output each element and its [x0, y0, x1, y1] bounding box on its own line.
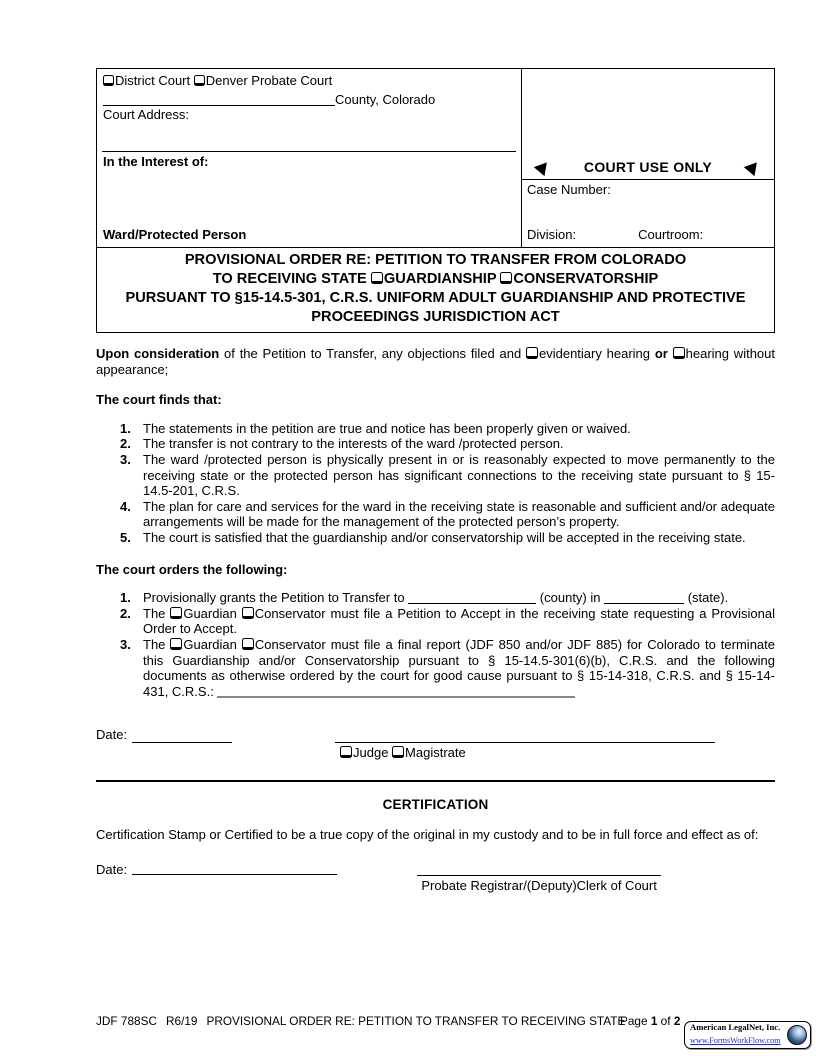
or-label: or — [654, 346, 673, 361]
order2-conservator-label: Conservator — [254, 605, 326, 621]
finding-item — [96, 436, 775, 452]
court-address-label: Court Address: — [103, 107, 189, 123]
denver-probate-court-label: Denver Probate Court — [205, 73, 333, 88]
magistrate-checkbox[interactable] — [392, 746, 404, 758]
court-header-table — [96, 68, 775, 248]
ward-protected-person-label: Ward/Protected Person — [103, 227, 247, 243]
guardianship-label: GUARDIANSHIP — [383, 271, 501, 287]
transfer-state-blank[interactable] — [604, 591, 684, 604]
of-word: of — [657, 1014, 674, 1028]
title-line2-prefix: TO RECEIVING STATE — [212, 271, 371, 287]
finding-text: The transfer is not contrary to the interests of the ward /protected person. — [143, 436, 564, 452]
order-item-3 — [96, 637, 775, 699]
order2-pre-text: The — [143, 605, 171, 621]
order2-guardian-label: Guardian — [183, 605, 242, 621]
denver-probate-court-checkbox[interactable] — [194, 75, 205, 86]
court-finds-heading: The court finds that: — [96, 392, 222, 408]
finding-text: The ward /protected person is physically present in or is reasonably expected to move permanently to the receiving state or the protected person has significant connections to the receiving state pursuant to § 15-14.5-201, C.R.S. — [143, 451, 775, 499]
court-use-arrow-left-icon — [534, 158, 552, 176]
conservatorship-label: CONSERVATORSHIP — [513, 271, 659, 287]
court-use-cell — [522, 69, 774, 247]
order2-post-text: must file a Petition to Accept in the receiving state requesting a Provisional Order to Accept. — [143, 605, 775, 637]
order3-guardian-checkbox[interactable] — [170, 638, 182, 650]
district-court-checkbox[interactable] — [103, 75, 114, 86]
order-item-1 — [96, 590, 775, 606]
order3-conservator-label: Conservator — [254, 636, 326, 652]
judge-checkbox[interactable] — [340, 746, 352, 758]
order-1-text — [143, 590, 775, 606]
page-number — [620, 1014, 680, 1028]
in-the-interest-of-label: In the Interest of: — [103, 154, 209, 169]
finding-item — [96, 499, 775, 530]
judge-label: Judge — [353, 744, 393, 760]
page-word: Page — [620, 1014, 651, 1028]
form-title-line3: PURSUANT TO §15-14.5-301, C.R.S. UNIFORM ADULT GUARDIANSHIP AND PROTECTIVE — [125, 290, 746, 306]
other-documents-blank[interactable] — [217, 685, 575, 698]
cert-date-label: Date: — [96, 862, 128, 878]
order-date-blank[interactable] — [132, 730, 232, 743]
finding-text: The statements in the petition are true and notice has been properly given or waived. — [143, 420, 631, 436]
judge-signature-blank[interactable] — [335, 730, 715, 743]
order-3-text — [143, 637, 775, 699]
certification-paragraph: Certification Stamp or Certified to be a true copy of the original in my custody and to be in full force and effect as of: — [96, 826, 759, 842]
court-use-only-label: COURT USE ONLY — [583, 159, 713, 175]
county-field-blank[interactable] — [103, 93, 335, 106]
order1-post-text: (state). — [684, 590, 729, 606]
clerk-signature-block — [417, 862, 661, 893]
order3-post-text: must file a final report (JDF 850 and/or JDF 885) for Colorado to terminate this Guardianship and/or Conservatorship pursuant to § 15-14.5-301(6)(b), C.R.S. and the following documents as otherwise ordered by the court for good cause pursuant to § 15-14-318, C.R.S. and § 15-14-431, C.R.S.: — [143, 636, 775, 699]
order2-guardian-checkbox[interactable] — [170, 607, 182, 619]
form-title-line2 — [107, 270, 764, 289]
interest-name-area[interactable] — [103, 170, 515, 228]
findings-list — [96, 421, 775, 546]
intro-paragraph — [96, 346, 775, 377]
form-title-box — [96, 248, 775, 333]
conservatorship-checkbox[interactable] — [500, 272, 512, 284]
district-court-label: District Court — [115, 73, 191, 88]
order1-pre-text: Provisionally grants the Petition to Transfer to — [143, 590, 409, 606]
globe-icon — [787, 1025, 807, 1045]
transfer-county-blank[interactable] — [408, 591, 536, 604]
finding-item — [96, 452, 775, 499]
court-orders-heading: The court orders the following: — [96, 561, 288, 577]
form-id-label: JDF 788SC — [96, 1014, 157, 1028]
order-number: 2. — [120, 605, 131, 621]
clerk-of-court-label: Probate Registrar/(Deputy)Clerk of Court — [421, 877, 657, 893]
order2-conservator-checkbox[interactable] — [242, 607, 254, 619]
american-legalnet-badge — [684, 1021, 811, 1049]
evidentiary-hearing-label: evidentiary hearing — [538, 346, 655, 361]
judge-magistrate-row — [340, 745, 775, 761]
order-number: 3. — [120, 636, 131, 652]
finding-item — [96, 421, 775, 437]
intro-mid-text: of the Petition to Transfer, any objections filed and — [219, 346, 526, 361]
form-title-line4: PROCEEDINGS JURISDICTION ACT — [311, 309, 560, 325]
order1-mid-text: (county) in — [536, 590, 605, 606]
courtroom-label: Courtroom: — [638, 227, 704, 243]
order3-pre-text: The — [143, 636, 171, 652]
signature-row — [96, 727, 775, 743]
order-number: 1. — [120, 590, 131, 606]
guardianship-checkbox[interactable] — [371, 272, 383, 284]
hearing-without-appearance-label: hearing without appearance; — [96, 346, 775, 377]
order-2-text — [143, 606, 775, 637]
certification-signature-row — [96, 862, 775, 893]
clerk-signature-blank[interactable] — [417, 863, 661, 876]
date-label: Date: — [96, 727, 128, 743]
order3-conservator-checkbox[interactable] — [242, 638, 254, 650]
badge-company-label: American LegalNet, Inc. — [690, 1021, 781, 1032]
footer-form-info — [96, 1014, 634, 1028]
finding-number: 4. — [120, 498, 131, 514]
form-title-line1: PROVISIONAL ORDER RE: PETITION TO TRANSFER FROM COLORADO — [184, 252, 687, 268]
cert-date-blank[interactable] — [132, 862, 337, 875]
hearing-without-appearance-checkbox[interactable] — [673, 347, 685, 359]
form-revision-label: R6/19 — [165, 1014, 198, 1028]
county-suffix-label: County, Colorado — [335, 91, 436, 107]
court-use-arrow-right-icon — [744, 158, 762, 176]
finding-number: 5. — [120, 529, 131, 545]
finding-item — [96, 530, 775, 546]
evidentiary-hearing-checkbox[interactable] — [526, 347, 538, 359]
page-num: 1 — [650, 1014, 658, 1028]
magistrate-label: Magistrate — [405, 744, 466, 760]
finding-number: 1. — [120, 420, 131, 436]
certification-heading: CERTIFICATION — [382, 797, 489, 813]
finding-number: 3. — [120, 451, 131, 467]
page-total: 2 — [673, 1014, 681, 1028]
order3-guardian-label: Guardian — [183, 636, 242, 652]
upon-consideration-label: Upon consideration — [96, 346, 220, 361]
finding-number: 2. — [120, 436, 131, 452]
court-info-cell — [97, 69, 522, 247]
section-divider — [96, 780, 775, 782]
footer-form-title: PROVISIONAL ORDER RE: PETITION TO TRANSFER TO RECEIVING STATE — [206, 1014, 626, 1028]
order-item-2 — [96, 606, 775, 637]
division-label: Division: — [527, 227, 577, 243]
finding-text: The court is satisfied that the guardianship and/or conservatorship will be accepted in the receiving state. — [143, 529, 746, 545]
case-number-label: Case Number: — [527, 181, 611, 197]
badge-url-link[interactable]: www.FormsWorkFlow.com — [690, 1036, 781, 1046]
finding-text: The plan for care and services for the ward in the receiving state is reasonable and sufficient and/or adequate arrangements will be made for the management of the protected person’s property. — [143, 498, 775, 530]
